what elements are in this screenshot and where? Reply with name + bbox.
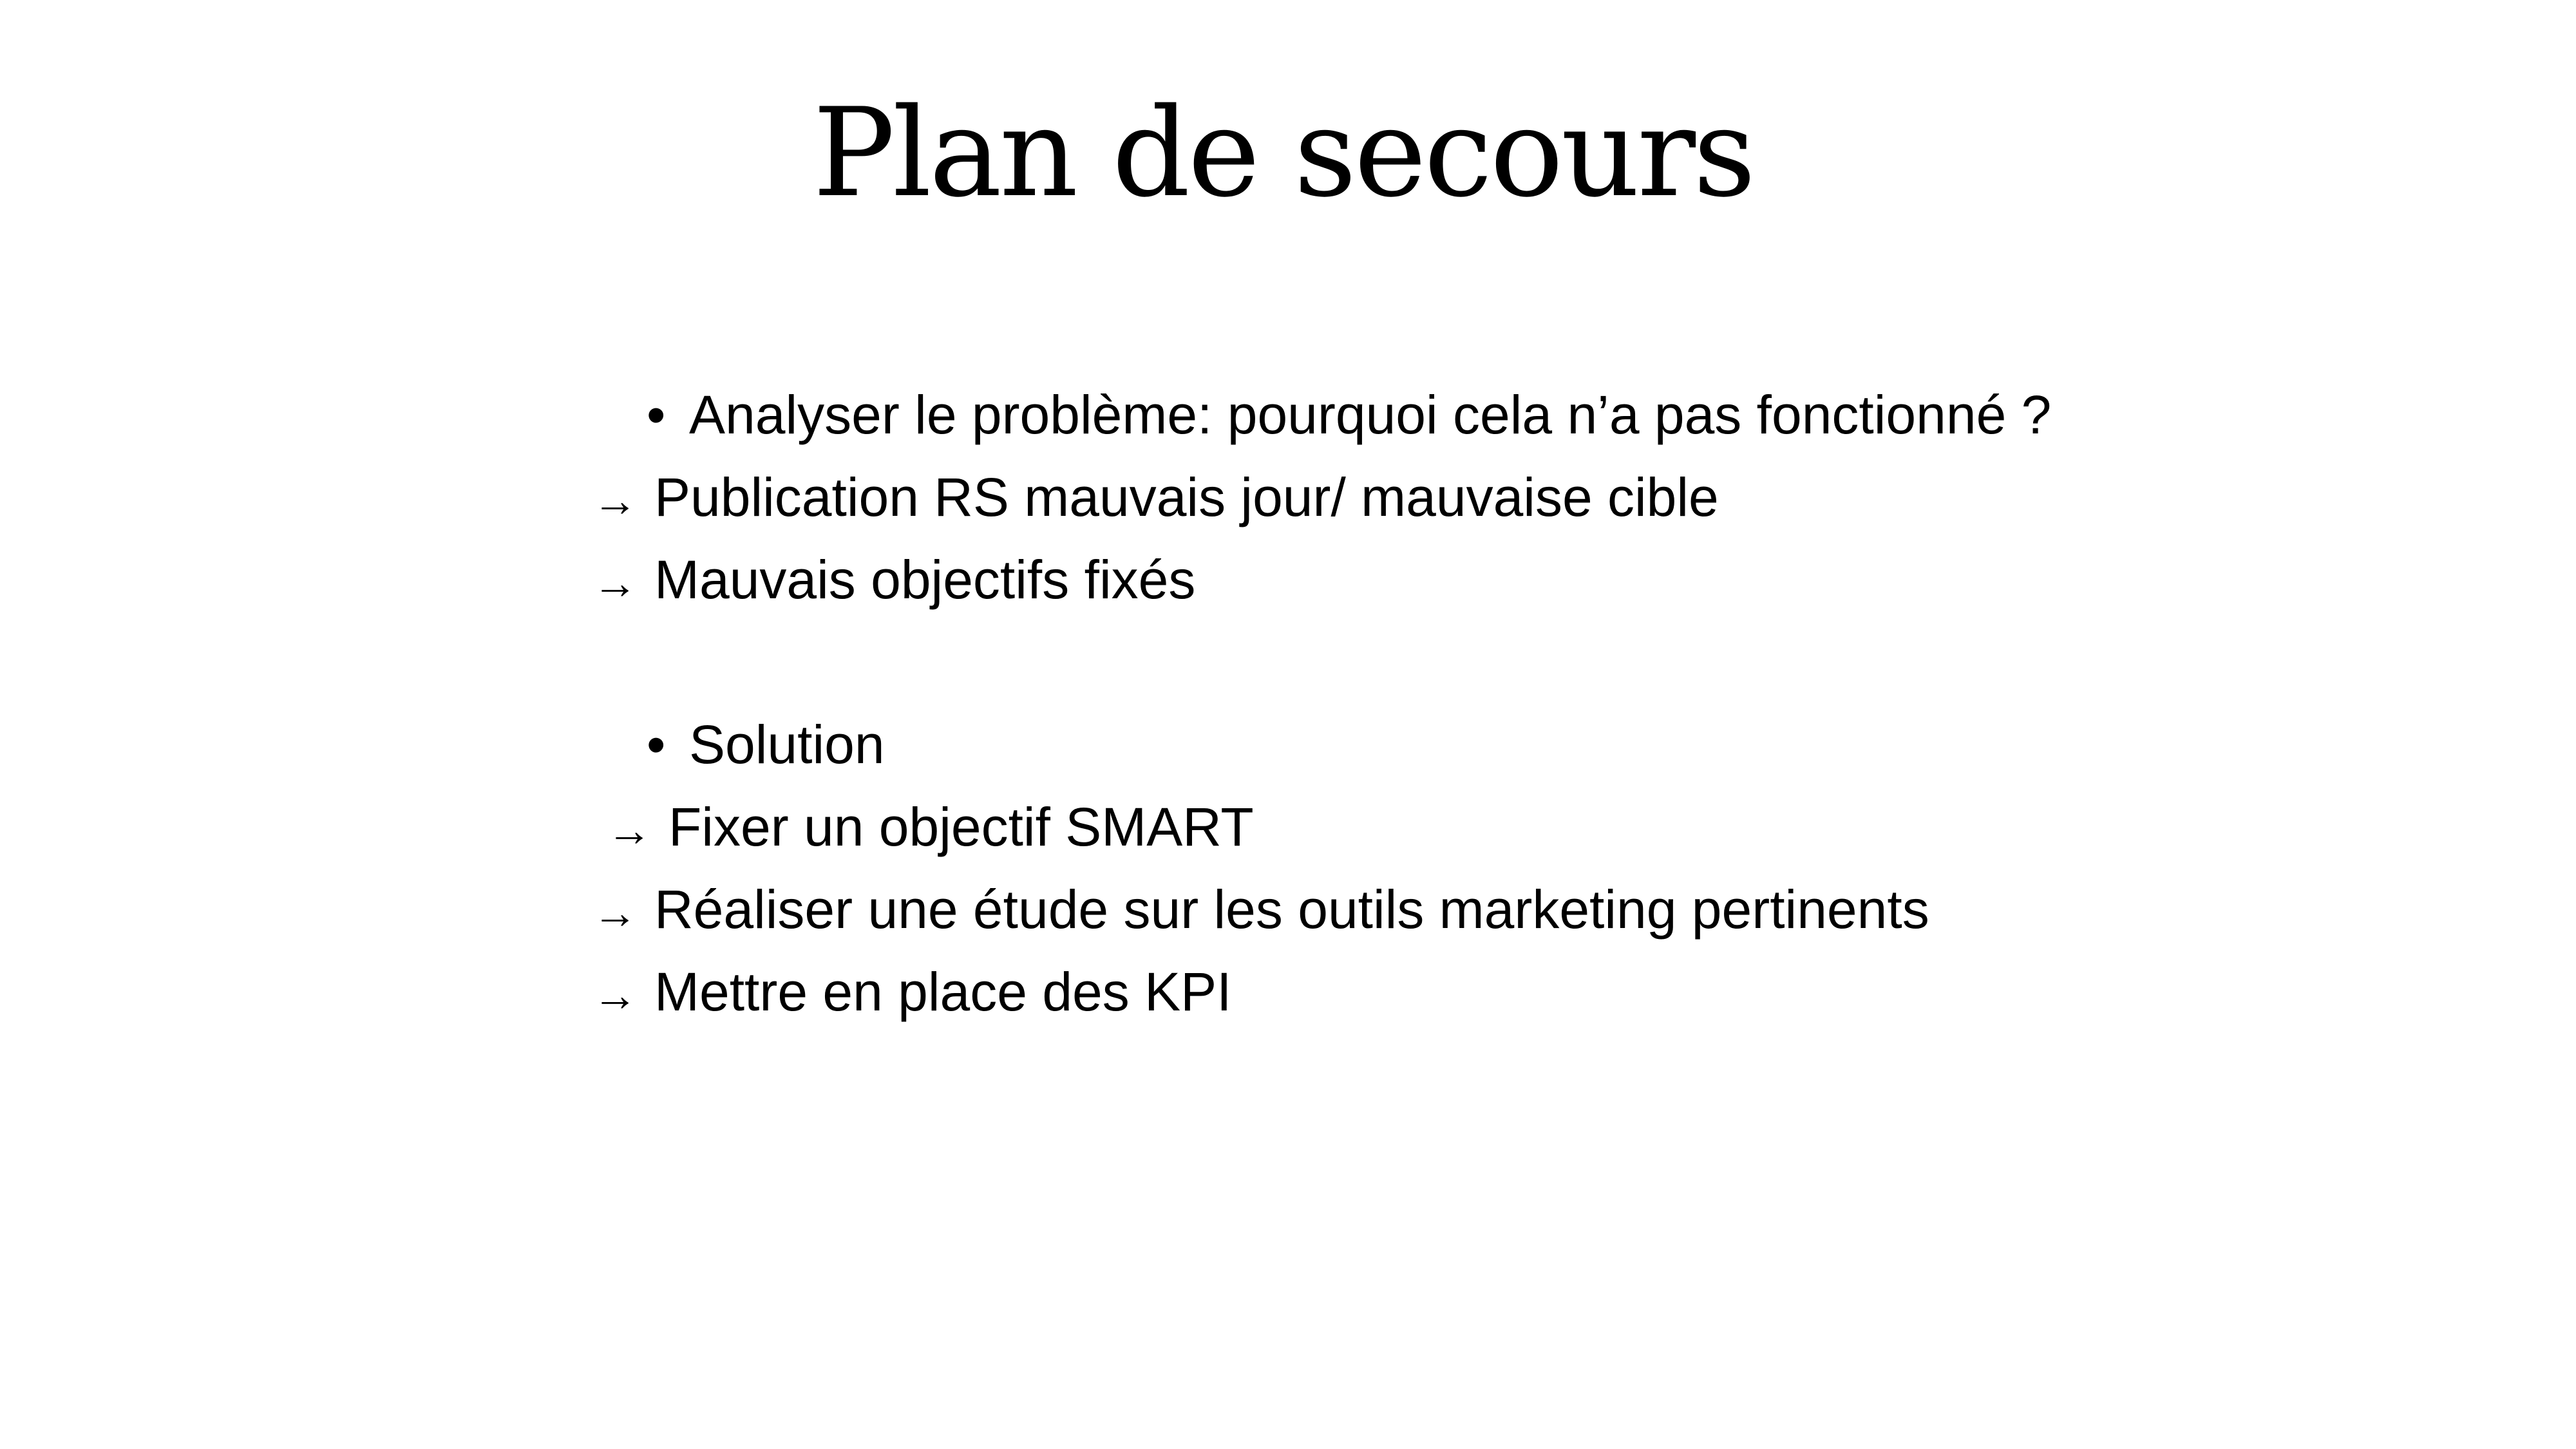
arrow-item-etude xyxy=(592,868,2051,951)
section-spacer xyxy=(592,621,2051,703)
slide-content xyxy=(592,374,2051,1033)
arrow-right-icon: → xyxy=(592,970,638,1020)
arrow-right-icon: → xyxy=(607,805,652,855)
bullet-text: Analyser le problème: pourquoi cela n’a pas fonctionné ? xyxy=(689,384,2052,445)
bullet-icon: • xyxy=(647,714,666,775)
slide-title: Plan de secours xyxy=(813,82,1754,224)
arrow-right-icon: → xyxy=(592,475,638,526)
arrow-item-smart xyxy=(592,786,2051,868)
bullet-icon: • xyxy=(647,384,666,445)
arrow-item-text: Publication RS mauvais jour/ mauvaise cible xyxy=(654,467,1719,527)
arrow-right-icon: → xyxy=(592,558,638,608)
arrow-item-text: Mettre en place des KPI xyxy=(654,961,1232,1022)
arrow-item-text: Réaliser une étude sur les outils marketing pertinents xyxy=(654,879,1929,940)
bullet-item-analyser xyxy=(592,374,2051,456)
arrow-item-text: Fixer un objectif SMART xyxy=(668,797,1254,857)
arrow-item-text: Mauvais objectifs fixés xyxy=(654,549,1196,610)
arrow-item-publication xyxy=(592,456,2051,538)
arrow-item-objectifs xyxy=(592,538,2051,621)
arrow-right-icon: → xyxy=(592,887,638,938)
arrow-item-kpi xyxy=(592,951,2051,1033)
bullet-text: Solution xyxy=(689,714,885,775)
bullet-item-solution xyxy=(592,703,2051,786)
